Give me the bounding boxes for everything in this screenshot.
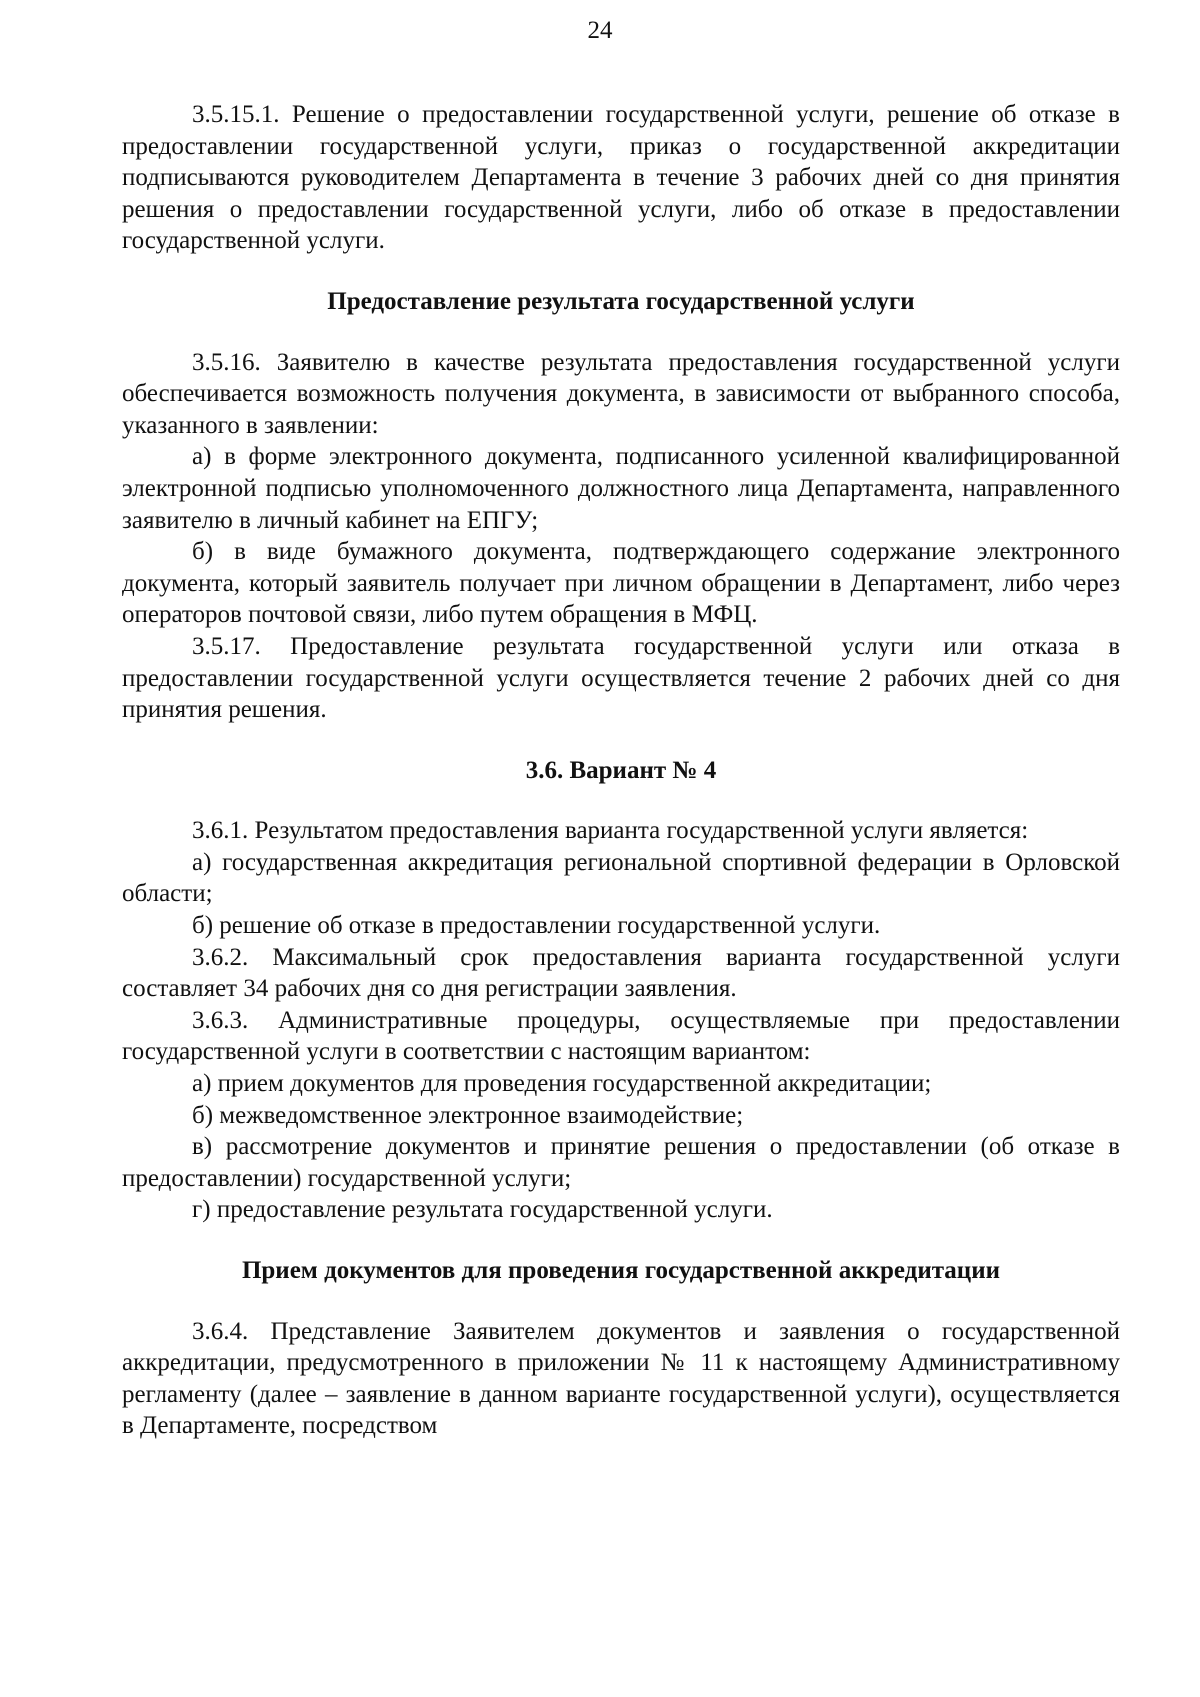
list-item-a-accreditation: а) государственная аккредитация региональной спортивной федерации в Орловской области; [122,848,1120,908]
list-item-a-reception: а) прием документов для проведения государственной аккредитации; [192,1070,932,1098]
list-item-b-paper: б) в виде бумажного документа, подтверждающего содержание электронного документа, который заявитель получает при личном обращении в Департамент, либо через операторов почтовой связи, либо путем обращения в МФЦ. [122,538,1120,629]
section-heading-reception: Прием документов для проведения государственной аккредитации [241,1257,1001,1284]
list-item-b-interaction: б) межведомственное электронное взаимодействие; [192,1101,744,1129]
section-heading-result: Предоставление результата государственной услуги [327,287,915,315]
list-item-v-review: в) рассмотрение документов и принятие решения о предоставлении (об отказе в предоставлении) государственной услуги; [122,1133,1120,1192]
list-item-a-electronic: а) в форме электронного документа, подписанного усиленной квалифицированной электронной подписью уполномоченного должностного лица Департамента, направленного заявителю в личный кабинет на ЕПГУ; [122,443,1120,534]
paragraph-3-6-2: 3.6.2. Максимальный срок предоставления варианта государственной услуги составляет 34 рабочих дня со дня регистрации заявления. [122,943,1120,1003]
document-body [122,99,1120,1442]
paragraph-3-5-17: 3.5.17. Предоставление результата государственной услуги или отказа в предоставлении государственной услуги осуществляется течение 2 рабочих дней со дня принятия решения. [122,632,1120,724]
list-item-g-result: г) предоставление результата государственной услуги. [192,1196,773,1224]
paragraph-3-6-4: 3.6.4. Представление Заявителем документов и заявления о государственной аккредитации, предусмотренного в приложении № 11 к настоящему Административному регламенту (далее – заявление в данном варианте государственной услуги), осуществляется в Департаменте, посредством [122,1317,1120,1440]
paragraph-3-6-1: 3.6.1. Результатом предоставления варианта государственной услуги является: [192,817,1029,845]
list-item-b-refusal: б) решение об отказе в предоставлении государственной услуги. [192,912,881,940]
section-heading-variant-4: 3.6. Вариант № 4 [525,756,717,784]
page-number: 24 [587,17,613,44]
paragraph-3-5-15-1: 3.5.15.1. Решение о предоставлении государственной услуги, решение об отказе в предоставлении государственной услуги, приказ о государственной аккредитации подписываются руководителем Департамента в течение 3 рабочих дней со дня принятия решения о предоставлении государственной услуги, либо об отказе в предоставлении государственной услуги. [122,101,1120,255]
paragraph-3-5-16: 3.5.16. Заявителю в качестве результата предоставления государственной услуги обеспечивается возможность получения документа, в зависимости от выбранного способа, указанного в заявлении: [122,348,1120,439]
paragraph-3-6-3: 3.6.3. Административные процедуры, осуществляемые при предоставлении государственной услуги в соответствии с настоящим вариантом: [122,1006,1120,1066]
